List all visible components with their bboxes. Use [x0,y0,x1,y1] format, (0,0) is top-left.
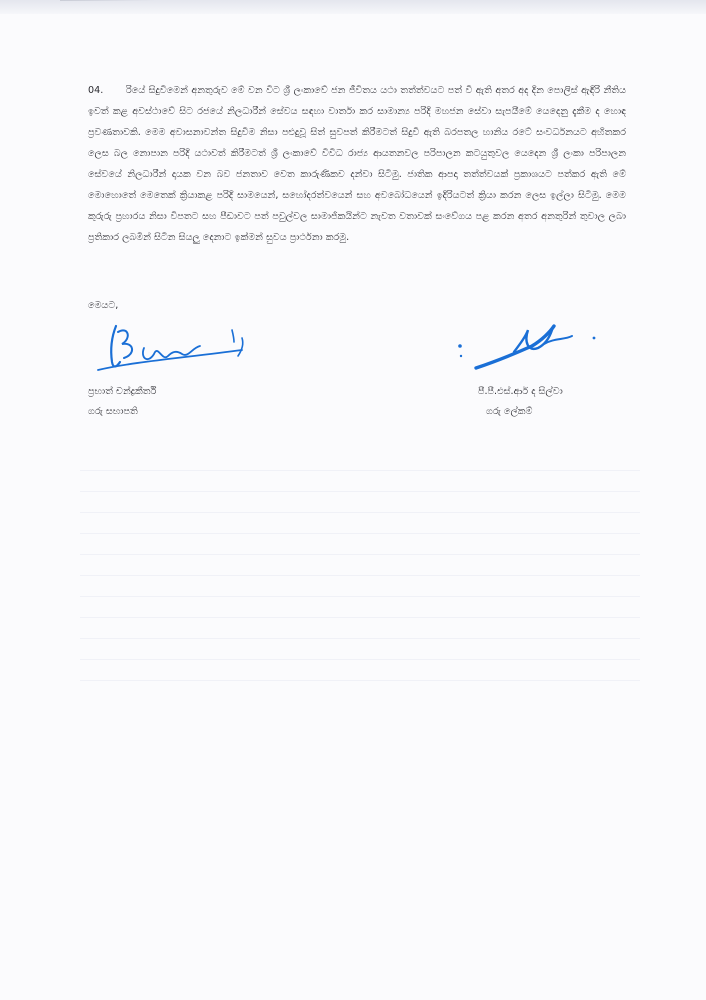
page-top-edge [0,0,706,14]
paragraph-number: 04. [88,85,104,96]
letter-paragraph [88,80,626,248]
chairman-signature-icon [92,318,252,380]
reverse-side-bleed-through [80,470,640,730]
secretary-signatory [478,382,563,422]
secretary-signature-icon [454,318,604,378]
chairman-signatory [88,382,156,422]
chairman-name: ප්‍රභාත් චන්ද්‍රකීර්ති [88,386,157,397]
paragraph-text: රියේ සිදුවීමෙන් අනතුරුව මේ වන විට ශ්‍රී ලංකාවේ ජන ජීවිතය යථා තත්ත්වයට පත් වී ඇති අතර අද දින පොලිස් ඇඳිරි නීතිය ඉවත් කළ අවස්ථාවේ සිට රජයේ නිලධාරීන් සේවය සඳහා වාර්තා කර සාමාන්‍ය පරිදි මහජන සේවා සැපයීමේ යෙදෙනු දැකීම ද හොඳ ප්‍රවණතාවකි. මෙම අවාසනාවන්ත සිදුවීම නිසා පළුදුවූ සිත් සුවපත් කිරීමටත් සිදුවී ඇති බරපතල හානිය රටේ සංවර්ධනයට අහිතකර ලෙස බල නොපාන පරිදි යථාවත් කිරීමටත් ශ්‍රී ලංකාවේ විවිධ රාජ්‍ය ආයතනවල පරිපාලන කටයුතුවල යෙදෙන ශ්‍රී ලංකා පරිපාලන සේවයේ නිලධාරීන් දායක වන බව ජනතාව වෙත කාරුණිකව දන්වා සිටිමු. ජාතික ආපදා තත්ත්වයක් ප්‍රකාශයට පත්කර ඇති මේ මොහොතේ මෙතෙක් ක්‍රියාකළ පරිදි සාමයෙන්, සහෝදරත්වයෙන් සහ අවබෝධයෙන් ඉදිරියටත් ක්‍රියා කරන ලෙස ඉල්ලා සිටිමු. මෙම කුරුරු ප්‍රහාරය නිසා විපතට සහ පීඩාවට පත් පවුල්වල සාමාජිකයින්ට නැවත වතාවක් සංවේගය පළ කරන අතර අනතුරින් තුවාල ලබා ප්‍රතිකාර ලබමින් සිටින සියලු දෙනාට ඉක්මන් සුවය ප්‍රාර්ථනා කරමු. [88,85,626,243]
chairman-title: ගරු සභාපති [88,406,138,417]
closing-salutation: මෙයට, [88,300,119,311]
secretary-name: පී.පී.එස්.ආර් ද සිල්වා [478,386,563,397]
secretary-title: ගරු ලේකම් [486,406,533,417]
